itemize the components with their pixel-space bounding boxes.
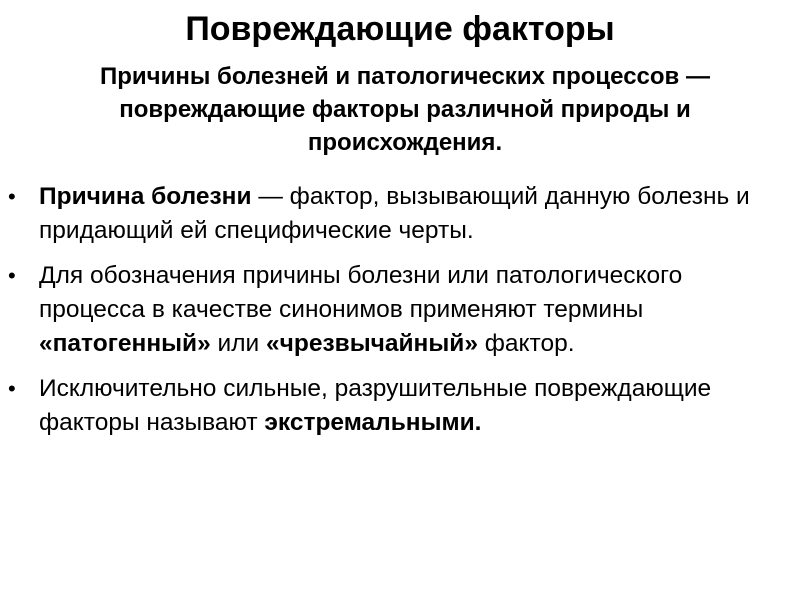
bullet-text: — фактор, вызывающий данную болезнь и придающий ей специфические черты.: [39, 183, 750, 244]
term-extreme: экстремальными.: [264, 409, 482, 436]
bullet-marker: •: [8, 184, 16, 209]
bullet-item-cause: [0, 180, 800, 248]
bullet-text: или: [210, 330, 267, 357]
slide-subtitle: Причины болезней и патологических процессов — повреждающие факторы различной природы и происхождения.: [100, 63, 710, 156]
slide-title: Повреждающие факторы: [185, 10, 615, 48]
bullet-item-extreme: [0, 372, 800, 440]
bullet-item-synonyms: [0, 259, 800, 361]
bullet-text: Исключительно сильные, разрушительные повреждающие факторы называют: [39, 375, 712, 436]
bullet-text: Для обозначения причины болезни или патологического процесса в качестве синонимов применяют термины: [39, 262, 683, 323]
term-extraordinary: «чрезвычайный»: [266, 330, 478, 357]
term-pathogenic: «патогенный»: [39, 330, 211, 357]
bullet-text: фактор.: [477, 330, 575, 357]
bullet-list: [0, 180, 800, 451]
term-cause: Причина болезни: [39, 183, 252, 210]
bullet-marker: •: [8, 376, 16, 401]
bullet-marker: •: [8, 263, 16, 288]
